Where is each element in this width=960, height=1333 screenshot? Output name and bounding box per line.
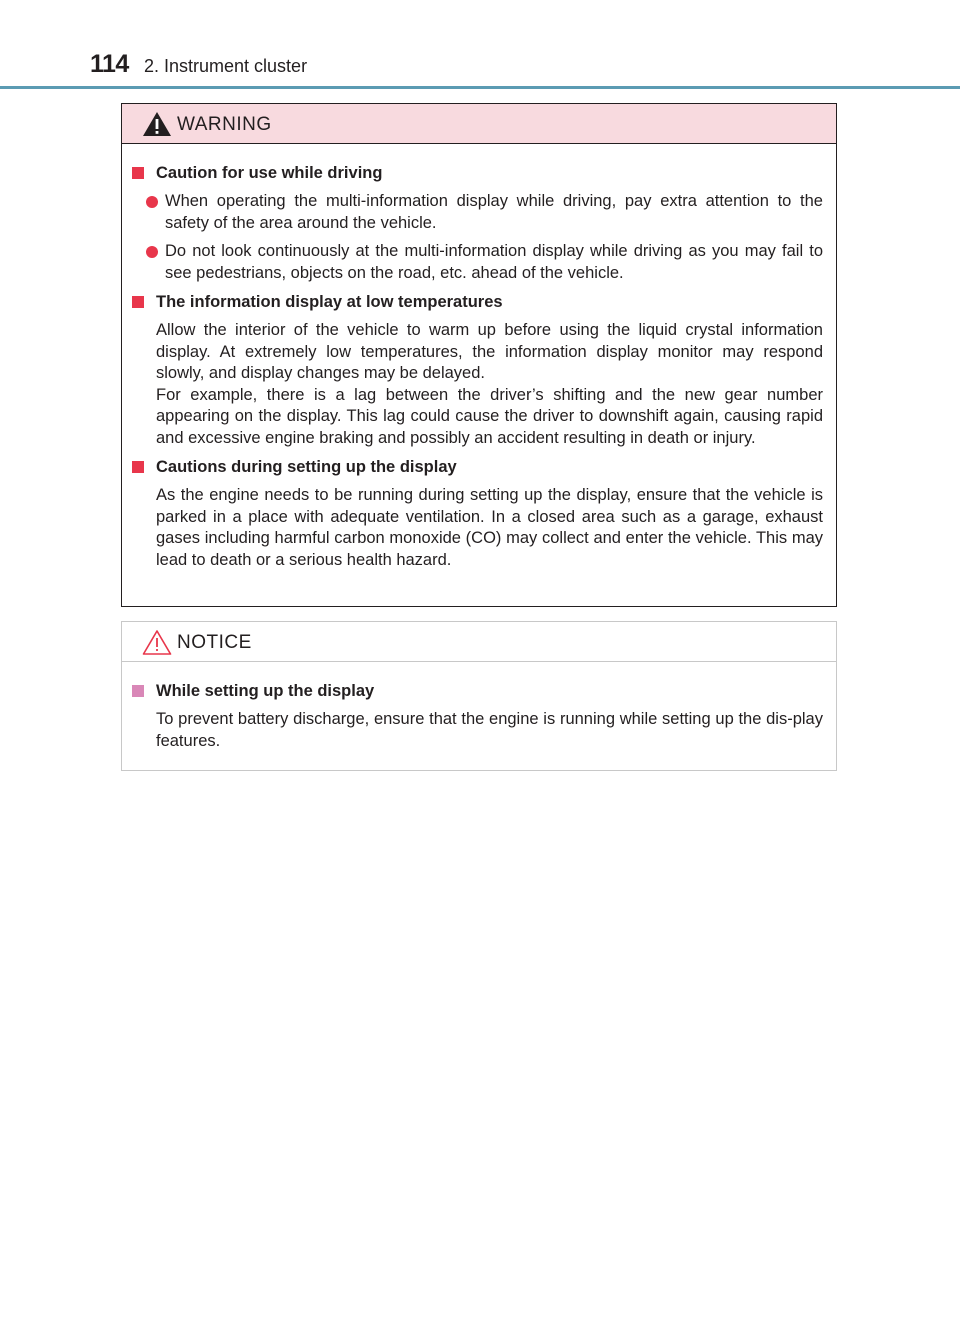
warning-label: WARNING [177, 114, 272, 135]
square-bullet-icon [132, 296, 144, 308]
notice-paragraph: To prevent battery discharge, ensure that the engine is running while setting up the dis-play features. [156, 710, 823, 750]
circle-bullet-icon [146, 246, 158, 258]
square-bullet-icon [132, 461, 144, 473]
warning-paragraph: Allow the interior of the vehicle to warm up before using the liquid crystal information display. At extremely low temperatures, the information display monitor may respond slowly, and display changes may be delayed. For example, there is a lag between the driver’s shifting and the new gear number appearing on the display. This lag could cause the driver to downshift again, causing rapid and excessive engine braking and possibly an accident resulting in death or injury. [156, 321, 823, 447]
caution-triangle-icon [142, 629, 172, 655]
list-item: When operating the multi-information display while driving, pay extra attention to the safety of the area around the vehicle. [132, 191, 823, 234]
header-rule [0, 86, 960, 89]
square-bullet-icon [132, 685, 144, 697]
circle-bullet-icon [146, 196, 158, 208]
page-header [0, 0, 960, 92]
warning-item-title: Caution for use while driving [132, 162, 823, 184]
warning-paragraph: As the engine needs to be running during setting up the display, ensure that the vehicle is parked in a place with adequate ventilation. In a closed area such as a garage, exhaust gases including harmful carbon monoxide (CO) may collect and enter the vehicle. This may lead to death or a serious health hazard. [156, 486, 823, 569]
page-number: 114 [90, 50, 129, 78]
warning-triangle-icon [142, 111, 172, 137]
warning-item-title: Cautions during setting up the display [132, 456, 823, 478]
list-item: Do not look continuously at the multi-information display while driving as you may fail to see pedestrians, objects on the road, etc. ahead of the vehicle. [132, 241, 823, 284]
notice-header [122, 622, 836, 662]
notice-label: NOTICE [177, 632, 252, 653]
section-title: 2. Instrument cluster [144, 56, 308, 76]
notice-item-title: While setting up the display [132, 680, 823, 702]
notice-body [122, 662, 836, 752]
warning-header [122, 104, 836, 144]
warning-box [121, 103, 837, 607]
notice-box [121, 621, 837, 771]
warning-item-title: The information display at low temperatures [132, 291, 823, 313]
square-bullet-icon [132, 167, 144, 179]
warning-body [122, 144, 836, 571]
